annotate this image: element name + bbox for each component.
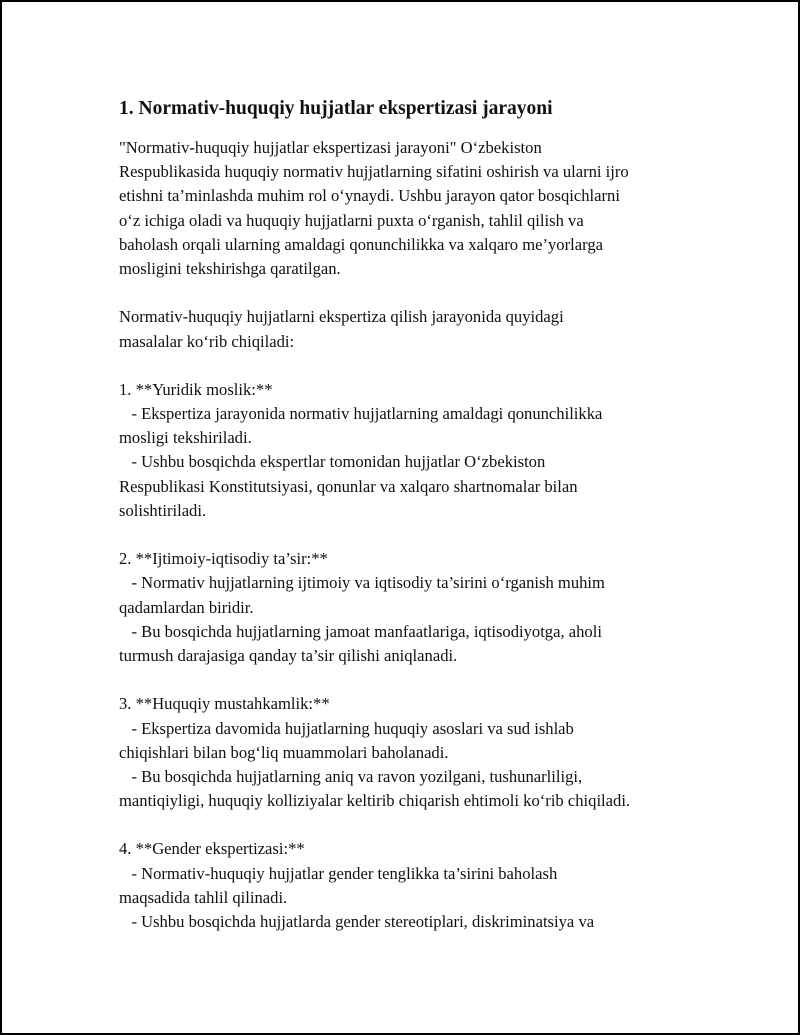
list-item-heading: 1. **Yuridik moslik:** — [119, 379, 273, 399]
paragraph-gap — [119, 523, 719, 547]
section-title: 1. Normativ-huquqiy hujjatlar ekspertizasi jarayoni — [119, 98, 553, 119]
paragraph-gap — [119, 354, 719, 378]
list-item-socioeconomic-impact — [119, 547, 719, 668]
paragraph-gap — [119, 668, 719, 692]
text-line: - Normativ-huquqiy hujjatlar gender tenglikka ta’sirini baholash — [119, 863, 558, 883]
text-line: Respublikasida huquqiy normativ hujjatlarning sifatini oshirish va ularni ijro — [119, 162, 629, 182]
paragraph-gap — [119, 813, 719, 837]
text-line: Normativ-huquqiy hujjatlarni ekspertiza qilish jarayonida quyidagi — [119, 307, 564, 327]
text-line: mosligini tekshirishga qaratilgan. — [119, 258, 341, 278]
text-line: baholash orqali ularning amaldagi qonunchilikka va xalqaro me’yorlarga — [119, 234, 603, 254]
text-line: etishni ta’minlashda muhim rol o‘ynaydi. Ushbu jarayon qator bosqichlarni — [119, 186, 620, 206]
text-line: - Bu bosqichda hujjatlarning aniq va ravon yozilgani, tushunarliligi, — [119, 766, 583, 786]
text-line: - Ushbu bosqichda hujjatlarda gender stereotiplari, diskriminatsiya va — [119, 912, 595, 931]
list-item-heading: 2. **Ijtimoiy-iqtisodiy ta’sir:** — [119, 549, 328, 569]
list-item-legal-soundness — [119, 692, 719, 813]
text-line: - Normativ hujjatlarning ijtimoiy va iqtisodiy ta’sirini o‘rganish muhim — [119, 573, 605, 593]
text-line: - Ekspertiza jarayonida normativ hujjatlarning amaldagi qonunchilikka — [119, 404, 603, 424]
text-line: masalalar ko‘rib chiqiladi: — [119, 331, 295, 351]
text-line: solishtiriladi. — [119, 500, 207, 520]
text-line: - Bu bosqichda hujjatlarning jamoat manfaatlariga, iqtisodiyotga, aholi — [119, 621, 602, 641]
intro-paragraph — [119, 136, 719, 281]
text-line: chiqishlari bilan bog‘liq muammolari baholanadi. — [119, 742, 449, 762]
list-item-legal-compliance — [119, 378, 719, 523]
list-item-heading: 4. **Gender ekspertizasi:** — [119, 839, 305, 859]
text-line: maqsadida tahlil qilinadi. — [119, 887, 288, 907]
list-item-heading: 3. **Huquqiy mustahkamlik:** — [119, 694, 330, 714]
text-line: mosligi tekshiriladi. — [119, 428, 252, 448]
text-line: - Ushbu bosqichda ekspertlar tomonidan hujjatlar O‘zbekiston — [119, 452, 546, 472]
list-item-gender-expertise — [119, 837, 719, 934]
lead-paragraph — [119, 305, 719, 353]
text-line: turmush darajasiga qanday ta’sir qilishi aniqlanadi. — [119, 645, 458, 665]
text-line: mantiqiyligi, huquqiy kolliziyalar keltirib chiqarish ehtimoli ko‘rib chiqiladi. — [119, 791, 631, 811]
document-body — [119, 94, 719, 934]
text-line: Respublikasi Konstitutsiyasi, qonunlar va xalqaro shartnomalar bilan — [119, 476, 578, 496]
text-line: qadamlardan biridir. — [119, 597, 254, 617]
paragraph-gap — [119, 281, 719, 305]
text-line: - Ekspertiza davomida hujjatlarning huquqiy asoslari va sud ishlab — [119, 718, 574, 738]
text-line: "Normativ-huquqiy hujjatlar ekspertizasi jarayoni" O‘zbekiston — [119, 138, 542, 157]
text-line: o‘z ichiga oladi va huquqiy hujjatlarni puxta o‘rganish, tahlil qilish va — [119, 210, 584, 230]
